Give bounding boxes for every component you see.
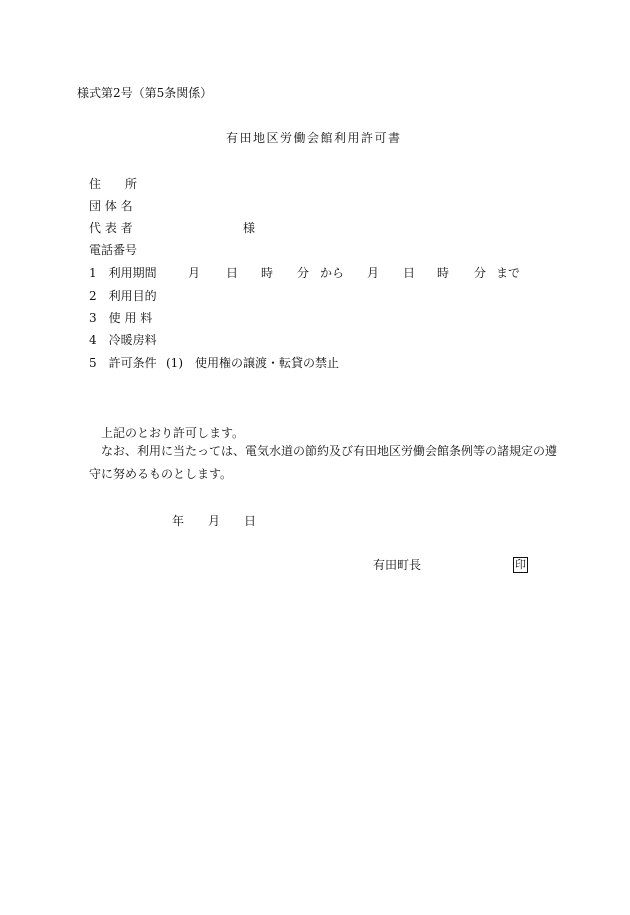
date-day: 日	[244, 514, 257, 528]
group-name-label: 団 体 名	[89, 199, 133, 213]
honorific: 様	[243, 221, 256, 235]
seal-mark: 印	[515, 558, 526, 571]
permit-conditions-label: 5 許可条件	[89, 356, 157, 370]
period-start-minute: 分	[297, 266, 310, 280]
phone-label: 電話番号	[89, 243, 138, 257]
document-title: 有田地区労働会館利用許可書	[226, 131, 402, 145]
form-number: 様式第2号（第5条関係）	[77, 86, 213, 100]
heating-fee-label: 4 冷暖房料	[89, 333, 157, 347]
usage-period-label: 1 利用期間	[89, 266, 157, 280]
period-start-hour: 時	[261, 266, 274, 280]
period-from: から	[320, 266, 345, 280]
condition-text: 使用権の譲渡・転貸の禁止	[195, 356, 340, 370]
approval-statement: 上記のとおり許可します。	[101, 426, 245, 440]
date-month: 月	[208, 514, 221, 528]
period-until: まで	[496, 266, 521, 280]
usage-notice: なお、利用に当たっては、電気水道の節約及び有田地区労働会館条例等の諸規定の遵守に努めるものとします。	[89, 444, 558, 481]
period-start-day: 日	[226, 266, 239, 280]
period-end-day: 日	[403, 266, 416, 280]
issuer-title: 有田町長	[373, 558, 422, 572]
condition-number: (1)	[166, 356, 183, 370]
usage-fee-label: 3 使 用 料	[89, 311, 153, 325]
period-end-minute: 分	[474, 266, 487, 280]
period-end-hour: 時	[437, 266, 450, 280]
address-label: 住 所	[89, 177, 138, 191]
usage-purpose-label: 2 利用目的	[89, 289, 157, 303]
date-year: 年	[172, 514, 185, 528]
period-end-month: 月	[367, 266, 380, 280]
period-start-month: 月	[188, 266, 201, 280]
representative-label: 代 表 者	[89, 221, 133, 235]
